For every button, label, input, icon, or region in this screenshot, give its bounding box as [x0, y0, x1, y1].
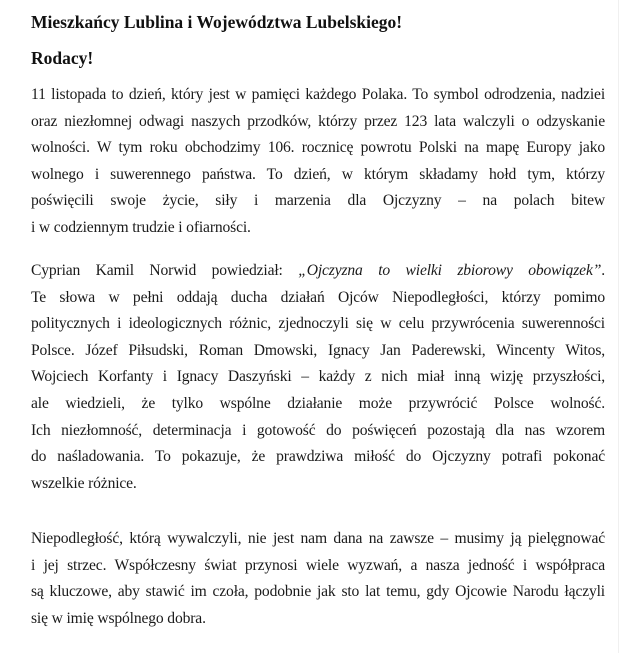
document-heading: Mieszkańcy Lublina i Województwa Lubelskiego!: [31, 12, 403, 32]
text-line: są kluczowe, aby stawić im czoła, podobnie jak sto lat temu, gdy Ojcowie Narodu łączyli: [31, 583, 605, 601]
text-line: Wojciech Korfanty i Ignacy Daszyński – każdy z nich miał inną wizję przyszłości,: [31, 368, 605, 386]
text-line: ale wiedzieli, że tylko wspólne działanie może przywrócić Polsce wolność.: [31, 394, 605, 412]
text-line: wszelkie różnice.: [31, 474, 137, 492]
text-line: Polsce. Józef Piłsudski, Roman Dmowski, Ignacy Jan Paderewski, Wincenty Witos,: [31, 341, 605, 359]
text-line: i w codziennym trudzie i ofiarności.: [31, 218, 251, 236]
text-line: wolnego i suwerennego państwa. To dzień, w którym składamy hołd tym, którzy: [31, 165, 605, 183]
text-line: wolności. W tym roku obchodzimy 106. rocznicę powrotu Polski na mapę Europy jako: [31, 139, 605, 157]
text-line: do naśladowania. To pokazuje, że prawdziwa miłość do Ojczyzny potrafi pokonać: [31, 448, 605, 466]
text-line: i jej strzec. Współczesny świat przynosi wiele wyzwań, a nasza jedność i współpraca: [31, 556, 605, 574]
text-line: 11 listopada to dzień, który jest w pamięci każdego Polaka. To symbol odrodzenia, nadziei: [31, 86, 605, 103]
text-line: Ich niezłomność, determinacja i gotowość do poświęceń pozostają dla nas wzorem: [31, 421, 605, 439]
paragraph-1: [31, 82, 605, 242]
text-line: oraz niezłomnej odwagi naszych przodków, którzy przez 123 lata walczyli o odzyskanie: [31, 112, 605, 130]
paragraph-2: [31, 258, 605, 497]
text-line: Niepodległość, którą wywalczyli, nie jest nam dana na zawsze – musimy ją pielęgnować: [31, 530, 605, 547]
norwid-quote: „Ojczyzna to wielki zbiorowy obowiązek”: [298, 262, 602, 279]
quote-end: .: [601, 262, 605, 279]
text-line: się w imię wspólnego dobra.: [31, 609, 206, 627]
quote-line: [31, 258, 605, 285]
salutation: Rodacy!: [31, 48, 94, 68]
text-line: Te słowa w pełni oddają ducha działań Ojców Niepodległości, którzy pomimo: [31, 288, 605, 306]
text-line: poświęcili swoje życie, siły i marzenia dla Ojczyzny – na polach bitew: [31, 192, 605, 210]
quote-intro: Cyprian Kamil Norwid powiedział:: [31, 262, 299, 279]
text-line: politycznych i ideologicznych różnic, zjednoczyli się w celu przywrócenia suwerenności: [31, 315, 605, 333]
paragraph-3: [31, 526, 605, 632]
